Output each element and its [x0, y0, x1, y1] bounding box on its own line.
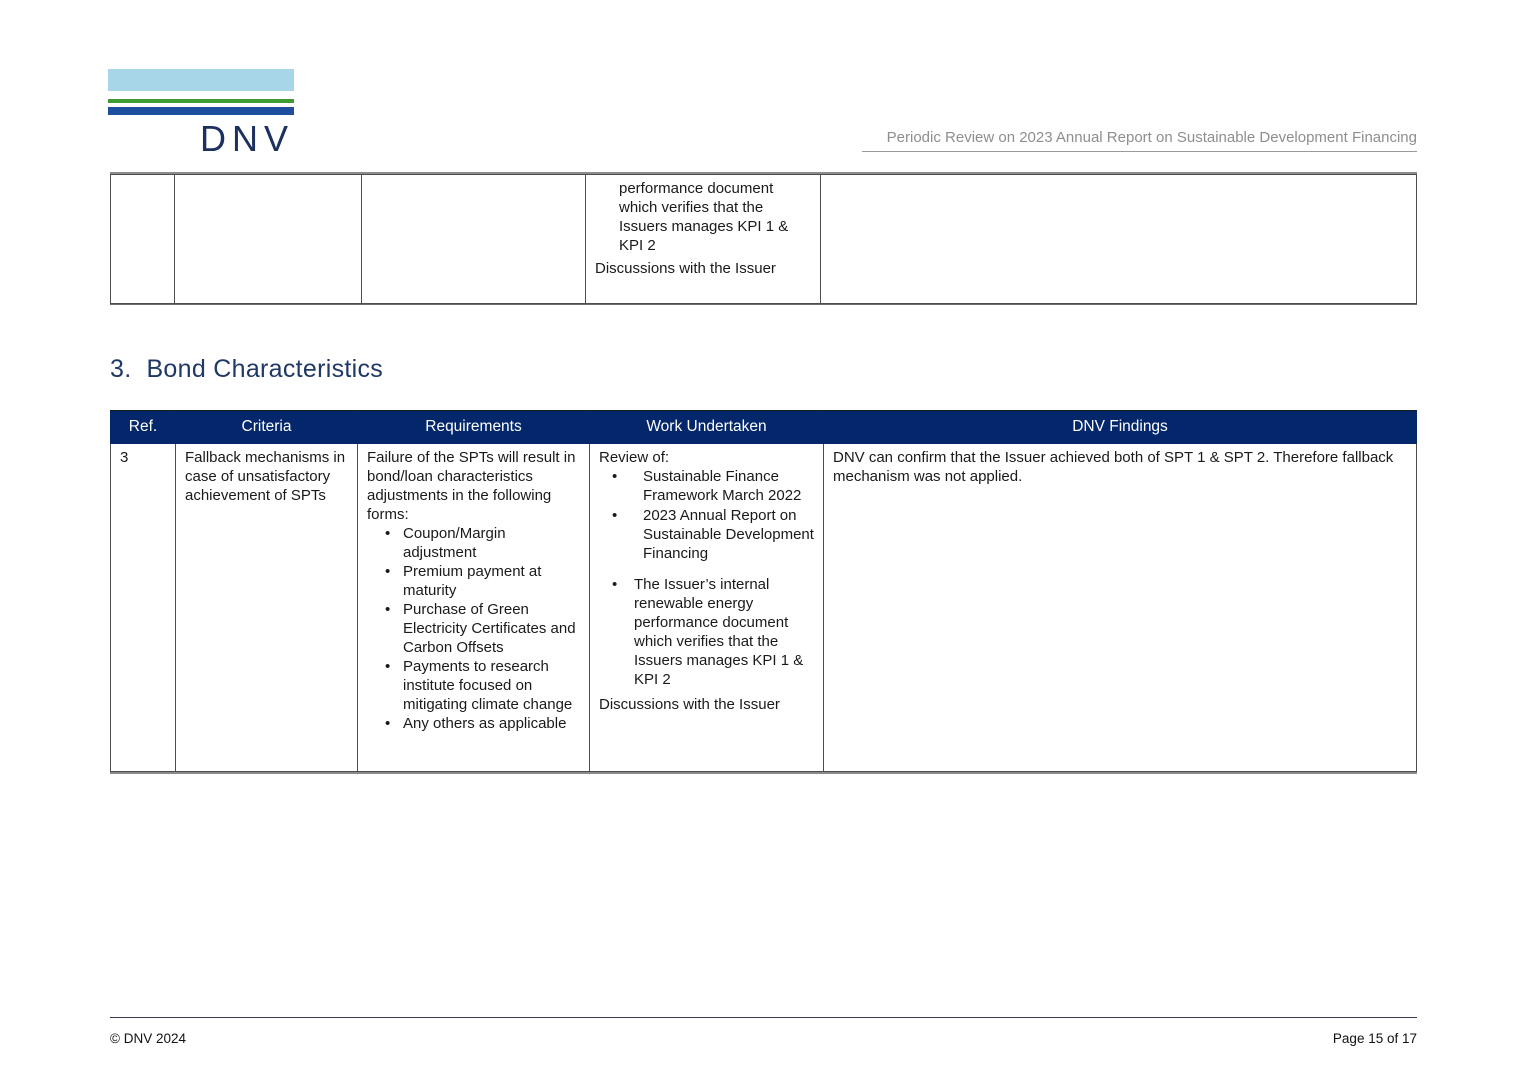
list-item: • Coupon/Margin adjustment: [367, 524, 580, 562]
work-undertaken-bullet-list-1: [599, 467, 814, 563]
dnv-logo-green-band: [108, 99, 294, 103]
cell-work-undertaken: [590, 444, 824, 772]
list-item: • 2023 Annual Report on Sustainable Development Financing: [599, 506, 814, 563]
continuation-cell-findings: [821, 175, 1417, 304]
requirements-intro: Failure of the SPTs will result in bond/loan characteristics adjustments in the following forms:: [367, 449, 576, 523]
list-item: • Payments to research institute focused on mitigating climate change: [367, 657, 580, 714]
section-heading: [110, 355, 383, 384]
continuation-cell-work-undertaken: [586, 175, 821, 304]
list-item: • Any others as applicable: [367, 714, 580, 733]
bond-characteristics-table: [110, 410, 1417, 774]
work-undertaken-closing: Discussions with the Issuer: [599, 696, 780, 713]
list-item: • The Issuer’s internal renewable energy performance document which verifies that the Issuers manages KPI 1 & KPI 2: [599, 575, 814, 689]
column-header-work-undertaken: Work Undertaken: [590, 411, 824, 444]
work-undertaken-bullet-list-2: [599, 575, 814, 689]
column-header-dnv-findings: DNV Findings: [824, 411, 1417, 444]
column-header-criteria: Criteria: [176, 411, 358, 444]
table-header-row: [111, 411, 1417, 444]
page-number: Page 15 of 17: [1332, 1031, 1417, 1046]
column-header-ref: Ref.: [111, 411, 176, 444]
continuation-cell-criteria: [175, 175, 362, 304]
work-undertaken-continued-text: performance document which verifies that the Issuers manages KPI 1 & KPI 2: [619, 180, 789, 254]
continuation-cell-ref: [111, 175, 175, 304]
column-header-requirements: Requirements: [358, 411, 590, 444]
requirements-bullet-list: [367, 524, 580, 733]
header-rule: [862, 151, 1417, 152]
copyright-text: © DNV 2024: [110, 1031, 186, 1046]
footer-rule: [110, 1017, 1417, 1018]
cell-ref: 3: [111, 444, 176, 772]
cell-criteria: Fallback mechanisms in case of unsatisfactory achievement of SPTs: [176, 444, 358, 772]
continuation-row: [111, 175, 1417, 304]
work-undertaken-intro: Review of:: [599, 449, 670, 466]
list-item: • Premium payment at maturity: [367, 562, 580, 600]
work-undertaken-last-line: Discussions with the Issuer: [595, 260, 776, 277]
dnv-logo-wordmark: DNV: [199, 118, 294, 159]
continuation-table: [110, 172, 1417, 305]
list-item: • Purchase of Green Electricity Certificates and Carbon Offsets: [367, 600, 580, 657]
section-title: Bond Characteristics: [146, 355, 384, 383]
document-header-title: Periodic Review on 2023 Annual Report on Sustainable Development Financing: [886, 129, 1417, 146]
dnv-logo-lightblue-band: [108, 69, 294, 91]
continuation-cell-requirements: [362, 175, 586, 304]
section-number: 3.: [110, 355, 132, 383]
cell-dnv-findings: DNV can confirm that the Issuer achieved both of SPT 1 & SPT 2. Therefore fallback mechanism was not applied.: [824, 444, 1417, 772]
list-item: • Sustainable Finance Framework March 2022: [599, 467, 814, 505]
dnv-logo-blue-band: [108, 107, 294, 115]
cell-requirements: [358, 444, 590, 772]
table-row: [111, 444, 1417, 772]
